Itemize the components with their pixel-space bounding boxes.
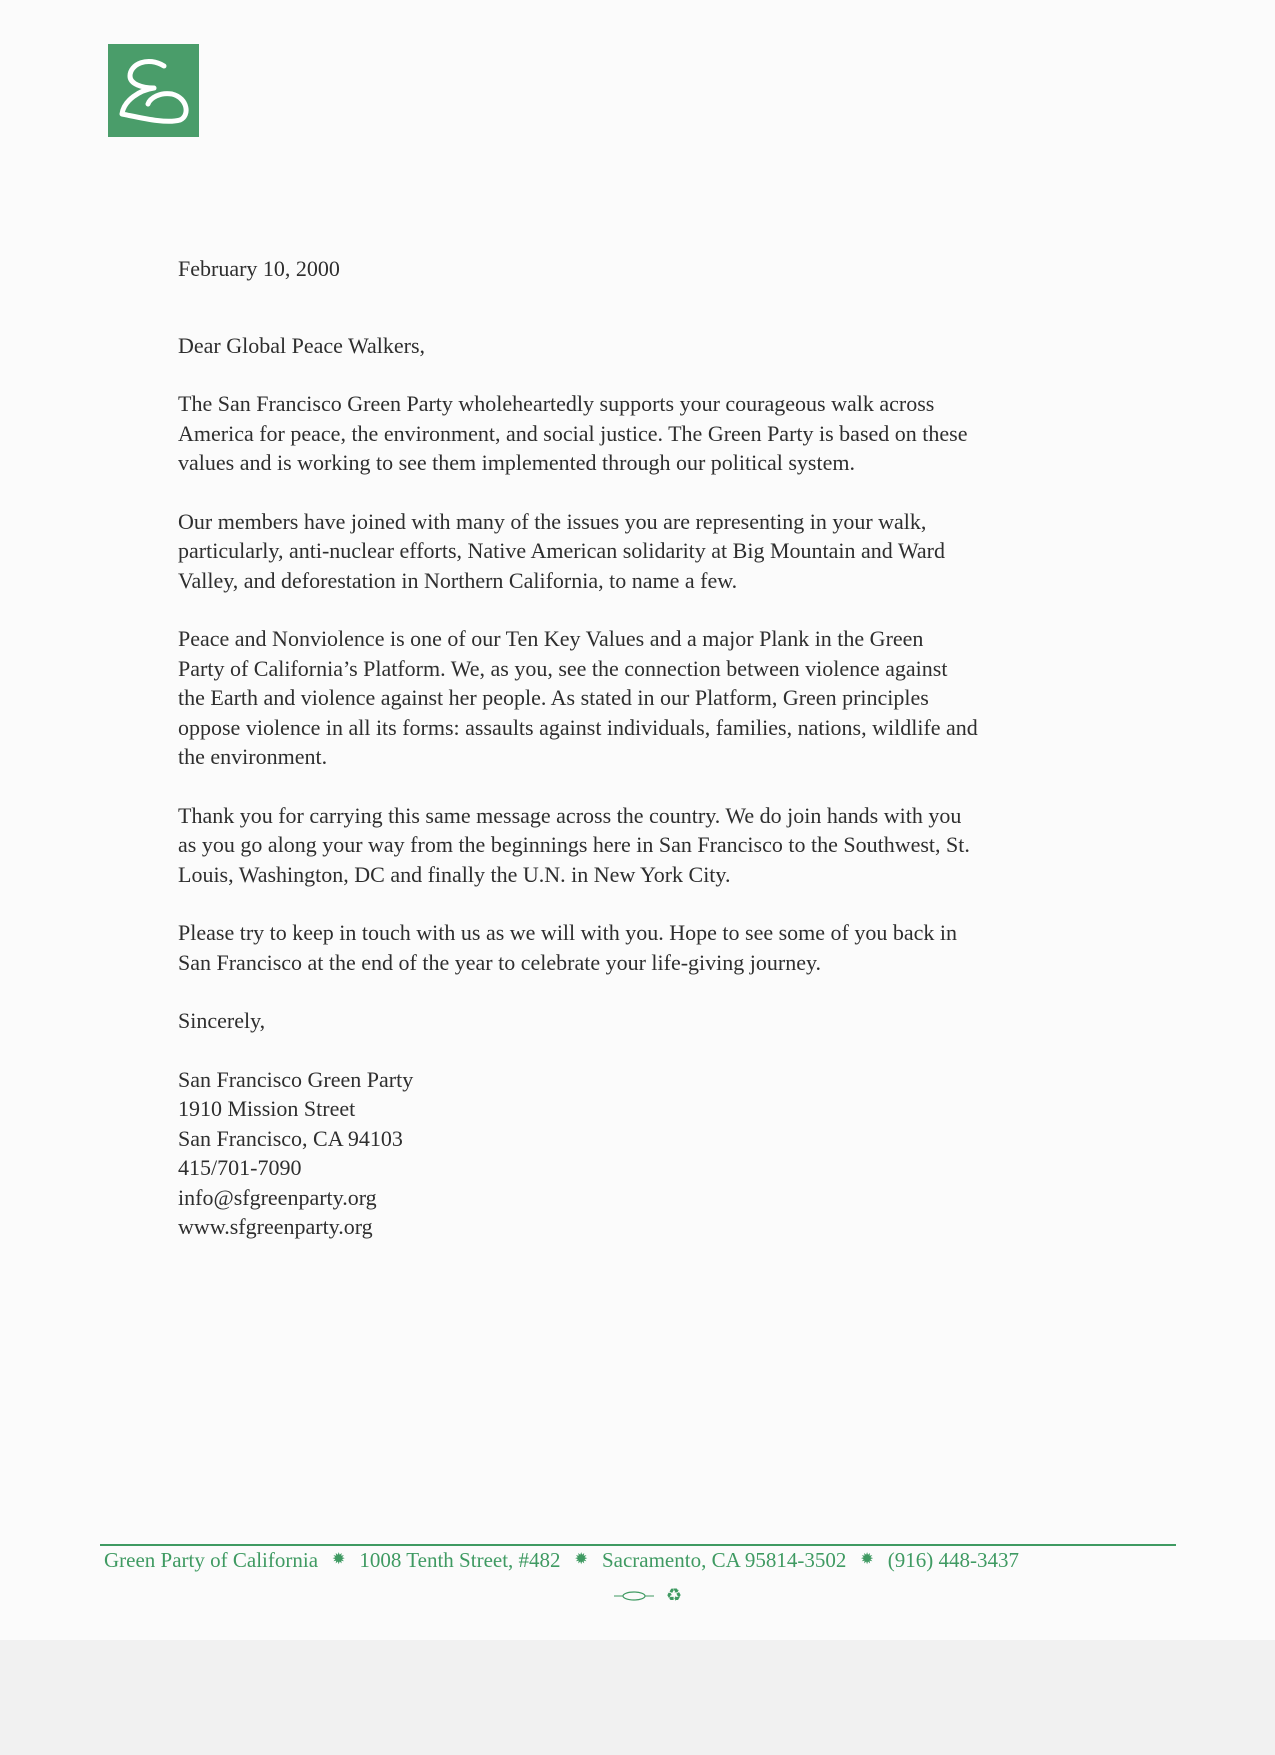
sun-burst-icon: ✹ xyxy=(332,1550,346,1568)
closing: Sincerely, xyxy=(178,1008,266,1033)
paragraph-line: as you go along your way from the beginnings here in San Francisco to the Southwest, St. xyxy=(178,832,970,857)
signature-block xyxy=(178,1065,1098,1242)
paragraph-line: Our members have joined with many of the issues you are representing in your walk, xyxy=(178,508,927,534)
paragraph-5 xyxy=(178,918,1098,977)
paragraph-line: San Francisco at the end of the year to celebrate your life-giving journey. xyxy=(178,949,822,975)
signature-city: San Francisco, CA 94103 xyxy=(178,1125,403,1151)
paragraph-1 xyxy=(178,389,1098,478)
paragraph-line: The San Francisco Green Party wholeheartedly supports your courageous walk across xyxy=(178,391,935,416)
paragraph-3 xyxy=(178,624,1098,772)
letterhead-footer xyxy=(104,1548,1184,1573)
paragraph-line: Please try to keep in touch with us as we will with you. Hope to see some of you back in xyxy=(178,920,958,945)
printer-marks xyxy=(612,1584,692,1608)
paragraph-line: Valley, and deforestation in Northern California, to name a few. xyxy=(178,567,738,593)
salutation: Dear Global Peace Walkers, xyxy=(178,332,426,358)
paragraph-2 xyxy=(178,507,1098,596)
paragraph-line: Louis, Washington, DC and finally the U.N. in New York City. xyxy=(178,861,731,887)
green-party-logo xyxy=(108,44,199,137)
footer-organization: Green Party of California xyxy=(104,1548,319,1572)
signature-org: San Francisco Green Party xyxy=(178,1066,414,1092)
paragraph-line: Party of California’s Platform. We, as you, see the connection between violence against xyxy=(178,655,948,681)
footer-city: Sacramento, CA 95814-3502 xyxy=(601,1548,847,1572)
letter-date: February 10, 2000 xyxy=(178,256,340,281)
signature-email: info@sfgreenparty.org xyxy=(178,1184,377,1210)
union-label-icon xyxy=(612,1591,656,1601)
paragraph-line: America for peace, the environment, and social justice. The Green Party is based on these xyxy=(178,420,968,446)
logo-g-mark-icon xyxy=(108,44,199,137)
sun-burst-icon: ✹ xyxy=(574,1550,588,1568)
paragraph-line: values and is working to see them implemented through our political system. xyxy=(178,450,855,475)
recycle-icon: ♻ xyxy=(666,1585,683,1606)
footer-divider xyxy=(100,1544,1176,1546)
footer-street: 1008 Tenth Street, #482 xyxy=(359,1548,561,1572)
sun-burst-icon: ✹ xyxy=(860,1550,874,1568)
paragraph-line: Thank you for carrying this same message across the country. We do join hands with you xyxy=(178,802,962,828)
signature-website: www.sfgreenparty.org xyxy=(178,1214,373,1239)
paragraph-4 xyxy=(178,801,1098,890)
paragraph-line: the environment. xyxy=(178,744,328,769)
signature-street: 1910 Mission Street xyxy=(178,1096,356,1121)
scan-background xyxy=(0,1640,1275,1755)
paragraph-line: Peace and Nonviolence is one of our Ten Key Values and a major Plank in the Green xyxy=(178,626,924,651)
paragraph-line: particularly, anti-nuclear efforts, Native American solidarity at Big Mountain and Ward xyxy=(178,538,945,563)
paragraph-line: oppose violence in all its forms: assaults against individuals, families, nations, wildlife and xyxy=(178,714,978,740)
letter-body xyxy=(178,254,1098,1242)
footer-phone: (916) 448-3437 xyxy=(887,1548,1019,1572)
signature-phone: 415/701-7090 xyxy=(178,1155,302,1180)
paragraph-line: the Earth and violence against her people. As stated in our Platform, Green principles xyxy=(178,685,929,710)
